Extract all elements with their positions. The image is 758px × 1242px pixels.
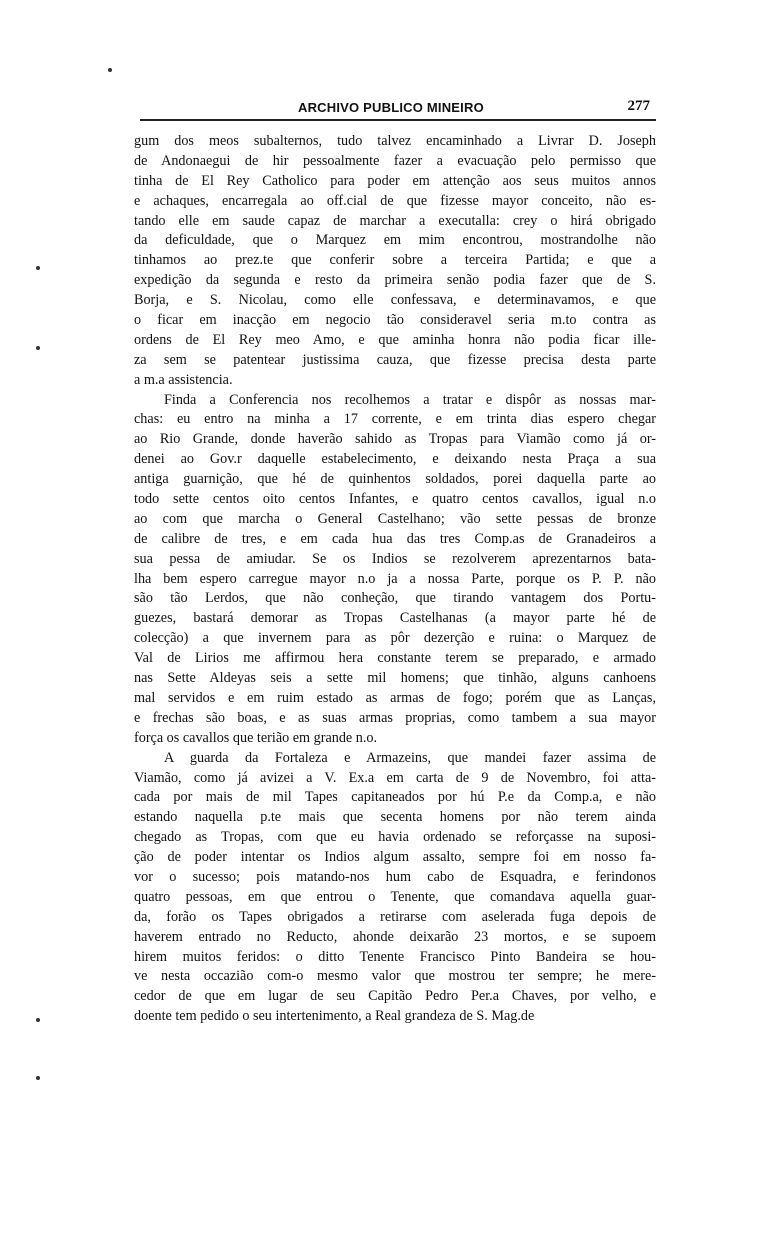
text-line: são tão Lerdos, que não conheção, que tirando vantagem dos Portu- [134,590,656,607]
text-line: estando naquella p.te mais que secenta homens por não terem ainda [134,809,656,826]
text-line: ção de poder intentar os Indios algum assalto, sempre foi em nosso fa- [134,849,656,866]
text-line: a m.a assistencia. [134,371,233,388]
text-line: doente tem pedido o seu intertenimento, a Real grandeza de S. Mag.de [134,1008,535,1025]
text-line: vor o sucesso; pois matando-nos hum cabo de Esquadra, e ferindonos [134,868,656,885]
text-line: ao Rio Grande, donde haverão sahido as Tropas para Viamão como já or- [134,431,656,448]
text-line: tinhamos ao prez.te que conferir sobre a terceira Partida; e que a [134,252,656,269]
header-rule [140,119,656,121]
text-line: Viamão, como já avizei a V. Ex.a em carta de 9 de Novembro, foi atta- [134,769,656,786]
paragraph [134,391,656,749]
text-line: lha bem espero carregue mayor n.o ja a nossa Parte, porque os P. P. não [134,570,656,587]
text-line: hirem muitos feridos: o ditto Tenente Francisco Pinto Bandeira se hou- [134,948,656,965]
text-line: todo sette centos oito centos Infantes, e quatro centos cavallos, igual n.o [134,491,656,508]
paragraph [134,132,656,391]
text-line: mal servidos e em ruim estado as armas de fogo; porém que as Lanças, [134,689,656,706]
text-line: quatro pessoas, em que entrou o Tenente, que comandava aquella guar- [134,888,656,905]
text-line: gum dos meos subalternos, tudo talvez encaminhado a Livrar D. Joseph [134,133,656,149]
text-line: cedor de que em lugar de seu Capitão Pedro Per.a Chaves, por velho, e [134,988,656,1005]
text-line: Borja, e S. Nicolau, como elle confessava, e determinavamos, e que [134,292,656,309]
text-line: A guarda da Fortaleza e Armazeins, que mandei fazer assima de [164,749,656,766]
text-line: ordens de El Rey meo Amo, e que aminha honra não podia ficar ille- [134,331,656,348]
text-line: za sem se patentear justissima cauza, que fizesse precisa desta parte [134,351,656,368]
text-line: Val de Lirios me affirmou hera constante terem se preparado, e armado [134,650,656,667]
margin-mark [36,1018,40,1022]
text-line: força os cavallos que terião em grande n.o. [134,729,378,746]
text-line: chegado as Tropas, com que eu havia ordenado se reforçasse na suposi- [134,829,656,846]
text-line: guezes, bastará demorar as Tropas Castelhanas (a mayor parte hé de [134,610,656,627]
text-line: antiga guarnição, que hé de quinhentos soldados, porei daquella parte ao [134,471,656,488]
text-line: expedição da segunda e resto da primeira senão podia fazer que de S. [134,272,656,289]
text-line: de calibre de tres, e em cada hua das tres Comp.as de Granadeiros a [134,530,656,547]
text-line: da, forão os Tapes obrigados a retirarse com aselerada fuga depois de [134,908,656,925]
margin-mark [36,346,40,350]
margin-mark [36,266,40,270]
text-line: haverem entrado no Reducto, ahonde deixarão 23 mortos, e se supoem [134,928,656,945]
text-line: tinha de El Rey Catholico para poder em attenção aos seus muitos annos [134,172,656,189]
text-line: cada por mais de mil Tapes capitaneados por hú P.e da Comp.a, e não [134,789,656,806]
text-line: denei ao Gov.r daquelle estabelecimento, e deixando nesta Praça a sua [134,451,656,468]
text-line: de Andonaegui de hir pessoalmente fazer a evacuação pelo permisso que [134,152,656,169]
text-line: colecção) a que invernem para as pôr dezerção e ruina: o Marquez de [134,630,656,647]
text-line: nas Sette Aldeyas seis a sette mil homens; que tinhão, alguns canhoens [134,670,656,687]
text-line: da deficuldade, que o Marquez em mim encontrou, mostrandolhe não [134,232,656,249]
paragraph [134,749,656,1027]
text-line: tando elle em saude capaz de marchar a executalla: crey o hirá obrigado [134,212,656,229]
page-number: 277 [627,98,650,114]
text-line: Finda a Conferencia nos recolhemos a tratar e dispôr as nossas mar- [164,391,656,408]
text-line: e achaques, encarregala ao off.cial de que fizesse mayor conceito, não es- [134,192,656,209]
header-title: ARCHIVO PUBLICO MINEIRO [298,100,484,115]
text-line: sua pessa de amiudar. Se os Indios se rezolverem aprezentarnos bata- [134,550,656,567]
text-line: ao com que marcha o General Castelhano; vão sette pessas de bronze [134,510,656,527]
text-line: ve nesta occazião com-o mesmo valor que mostrou ter sempre; he mere- [134,968,656,985]
running-header [140,98,656,122]
text-line: e frechas são boas, e as suas armas proprias, como tambem a sua mayor [134,709,656,726]
margin-mark [108,68,112,72]
margin-mark [36,1076,40,1080]
text-line: o ficar em inacção em negocio tão consideravel seria m.to contra as [134,312,656,329]
text-line: chas: eu entro na minha a 17 corrente, e em trinta dias espero chegar [134,411,656,428]
body-text [134,132,656,1027]
